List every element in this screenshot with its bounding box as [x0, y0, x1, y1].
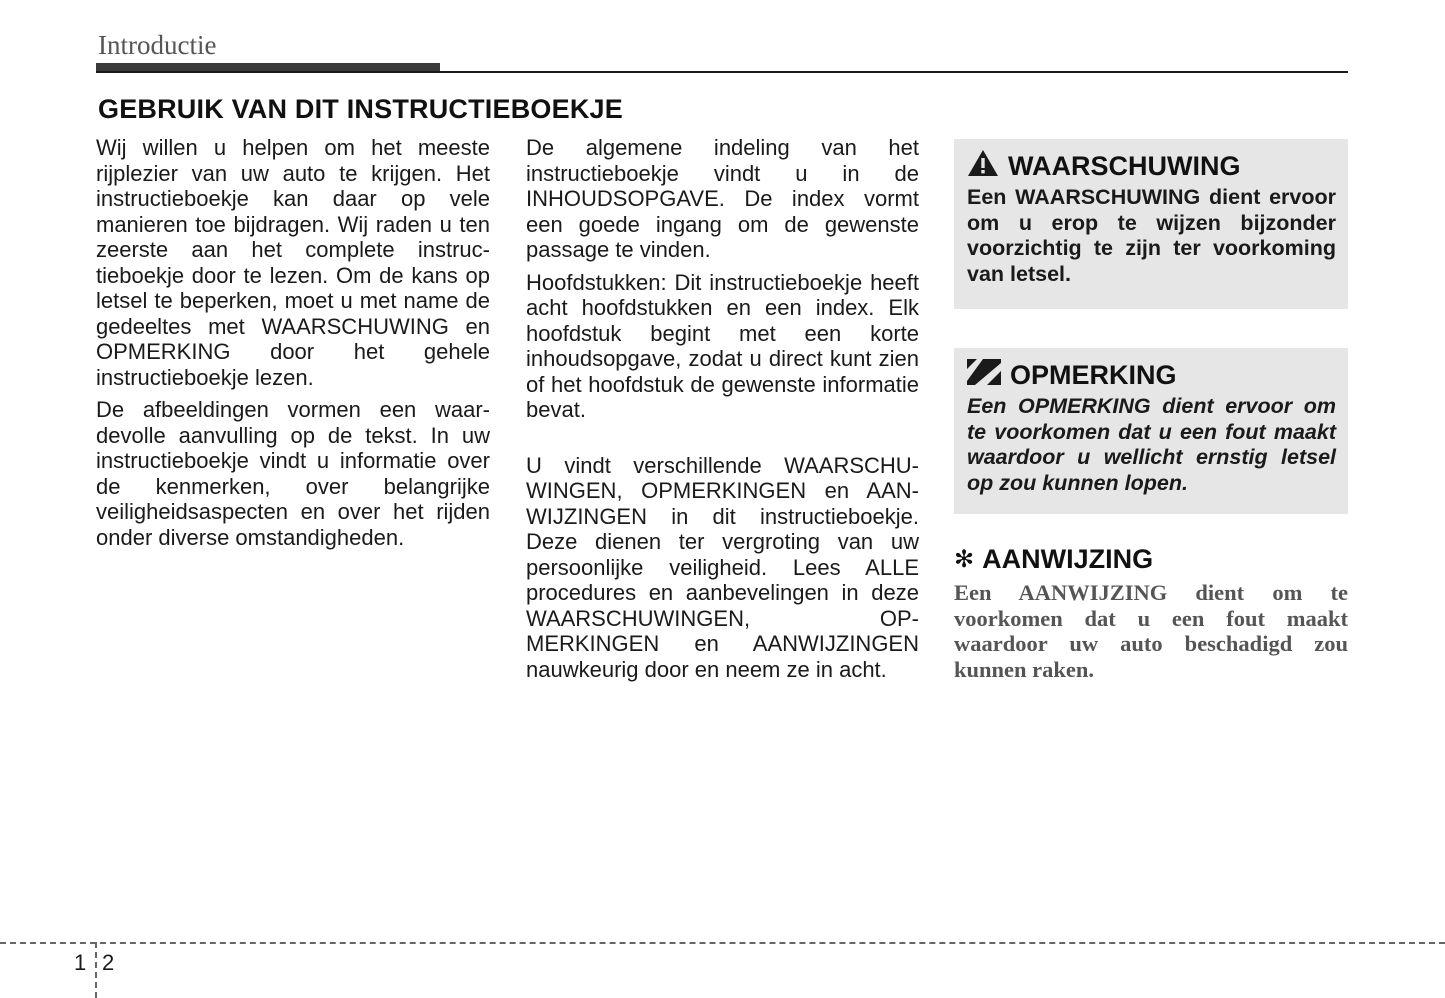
footer-divider-vertical — [95, 942, 97, 998]
hint-title — [954, 542, 1348, 576]
warning-title-text: WAARSCHUWING — [1008, 150, 1241, 181]
notice-stripes-icon — [967, 359, 1001, 392]
chapter-number: 1 — [74, 950, 87, 975]
page-title: GEBRUIK VAN DIT INSTRUCTIEBOEKJE — [98, 94, 623, 124]
warning-text: Een WAARSCHUWING dient ervoor om u erop te wijzen bijzonder voorzichtig te zijn ter voorkoming van letsel. — [967, 185, 1336, 286]
page-number: 2 — [102, 950, 115, 975]
notice-title — [967, 358, 1336, 392]
footer-divider — [0, 942, 1445, 944]
paragraph: De afbeeldingen vormen een waardevolle aanvulling op de tekst. In uw instructieboekje vindt u informatie over de kenmerken, over belangrijke veiligheidsaspecten en over het rijden onder diverse omstandigheden. — [96, 397, 490, 550]
paragraph: De algemene indeling van het instructieboekje vindt u in de INHOUDSOPGAVE. De index vormt een goede ingang om de gewenste passage te vinden. — [526, 135, 919, 262]
section-label: Introductie — [98, 30, 217, 60]
warning-triangle-icon — [967, 149, 999, 184]
text-column-2 — [526, 135, 919, 689]
text-column-1 — [96, 135, 490, 557]
paragraph: Wij willen u helpen om het meeste rijplezier van uw auto te krijgen. Het instructieboekje kan daar op vele manieren toe bijdragen. Wij raden u ten zeerste aan het complete instructieboekje door te lezen. Om de kans op letsel te beperken, moet u met name de gedeeltes met WAARSCHUWING en OPMERKING door het gehele instructieboekje lezen. — [96, 135, 490, 390]
header-rule — [96, 71, 1348, 73]
paragraph: Hoofdstukken: Dit instructieboekje heeft acht hoofdstukken en een index. Elk hoofdstuk begint met een korte inhoudsopgave, zodat u direct kunt zien of het hoofdstuk de gewenste informatie bevat. — [526, 269, 919, 422]
warning-title — [967, 149, 1336, 183]
paragraph: U vindt verschillende WAARSCHUWINGEN, OPMERKINGEN en AANWIJZINGEN in dit instructieboekje. Deze dienen ter vergroting van uw persoonlijke veiligheid. Lees ALLE procedures en aanbevelingen in deze WAARSCHUWINGEN, OPMERKINGEN en AANWIJZINGEN nauwkeurig door en neem ze in acht. — [526, 452, 919, 682]
notice-title-text: OPMERKING — [1010, 359, 1177, 390]
asterisk-icon: ✻ — [954, 545, 975, 573]
notice-text: Een OPMERKING dient ervoor om te voorkomen dat u een fout maakt waardoor u wellicht ernstig letsel op zou kunnen lopen. — [967, 394, 1336, 495]
hint-title-text: AANWIJZING — [982, 543, 1154, 574]
warning-box — [954, 139, 1348, 309]
notice-box — [954, 348, 1348, 514]
hint-section — [954, 542, 1348, 682]
hint-text: Een AANWIJZING dient om te voorkomen dat u een fout maakt waardoor uw auto beschadigd zou kunnen raken. — [954, 580, 1348, 682]
